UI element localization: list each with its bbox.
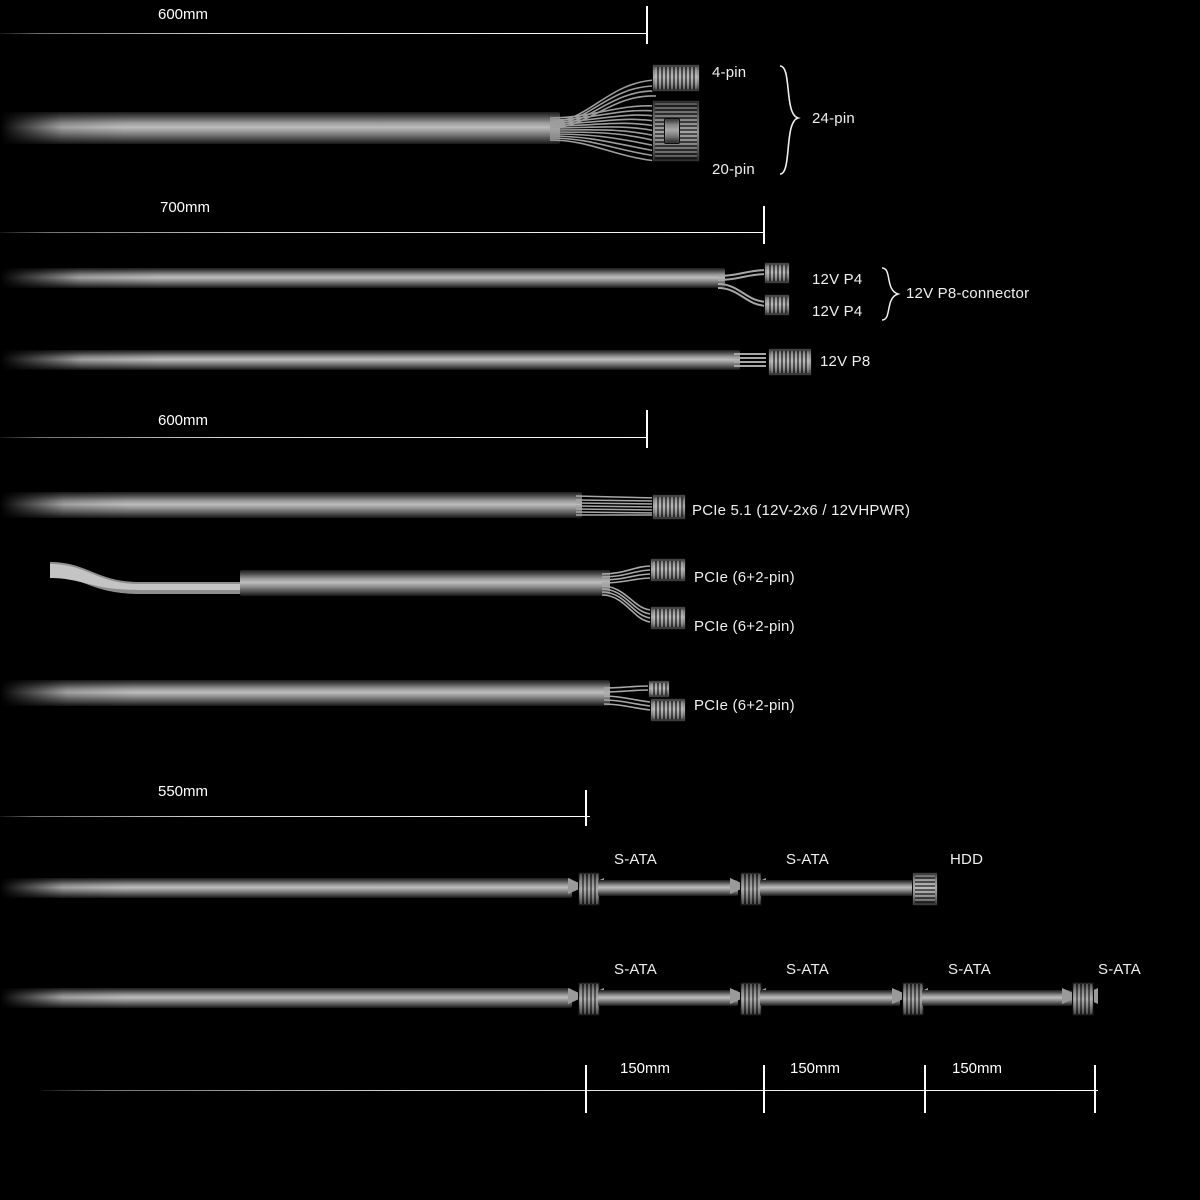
connector-sata-4 [740,982,762,1016]
dimension-label-600mm-pcie: 600mm [158,412,209,429]
dimension-label-700mm: 700mm [160,199,211,216]
cable-pcie-dual-bend [48,552,248,596]
label-sata-5: S-ATA [948,961,991,978]
cable-peripheral-seg4 [760,990,900,1006]
connector-pcie-6plus2-b [650,606,686,630]
cpu-p8-wires [732,348,772,374]
label-pcie-6plus2-a: PCIe (6+2-pin) [694,569,795,586]
dimension-tick [1094,1065,1096,1113]
dimension-line-700mm [0,232,765,233]
connector-4pin [652,64,700,92]
dimension-label-150mm-1: 150mm [620,1060,671,1077]
dimension-label-150mm-3: 150mm [952,1060,1003,1077]
dimension-line-600mm-pcie [0,437,648,438]
dimension-label-150mm-2: 150mm [790,1060,841,1077]
connector-pcie-6plus2-c [650,698,686,722]
connector-pcie-6plus2-c-small [648,680,670,698]
cable-motherboard [0,112,560,144]
label-4pin: 4-pin [712,64,747,81]
dimension-tick [646,410,648,448]
label-sata-6: S-ATA [1098,961,1141,978]
dimension-tick [646,6,648,44]
label-sata-3: S-ATA [614,961,657,978]
dimension-line-600mm-top [0,33,648,34]
connector-sata-3 [578,982,600,1016]
label-12v-p4-lower: 12V P4 [812,303,863,320]
label-12v-p8: 12V P8 [820,353,871,370]
label-12v-p8-connector: 12V P8-connector [906,285,1030,302]
label-pcie-6plus2-b: PCIe (6+2-pin) [694,618,795,635]
label-20pin: 20-pin [712,161,755,178]
connector-12v-p4-upper [764,262,790,284]
cable-pcie-dual [240,570,610,596]
label-sata-4: S-ATA [786,961,829,978]
cable-cpu-p8-split [0,268,725,288]
brace-12v-p8-connector [880,266,904,324]
connector-12v-p4-lower [764,294,790,316]
pcie51-wires [574,492,664,520]
cable-peripheral-seg3 [598,990,738,1006]
connector-sata-2 [740,872,762,906]
cable-cpu-p8 [0,350,740,370]
brace-24pin [778,64,804,176]
dimension-tick [763,206,765,244]
label-12v-p4-upper: 12V P4 [812,271,863,288]
cable-peripheral-seg2 [760,880,914,896]
connector-20pin-latch [664,118,680,144]
label-sata-1: S-ATA [614,851,657,868]
label-hdd: HDD [950,851,984,868]
cable-peripheral-seg5 [922,990,1072,1006]
dimension-tick [585,1065,587,1113]
label-pcie-6plus2-c: PCIe (6+2-pin) [694,697,795,714]
dimension-label-600mm-top: 600mm [158,6,209,23]
connector-sata-5 [902,982,924,1016]
dimension-tick [924,1065,926,1113]
dimension-tick [763,1065,765,1113]
label-sata-2: S-ATA [786,851,829,868]
dimension-line-spacings [42,1090,1098,1091]
label-24pin: 24-pin [812,110,855,127]
dimension-tick [585,790,587,826]
cable-pcie-single [0,680,610,706]
dimension-line-550mm [0,816,590,817]
connector-pcie-12vhpwr [652,494,686,520]
cable-pcie-51 [0,492,582,518]
dimension-label-550mm: 550mm [158,783,209,800]
cable-peripheral-row2 [0,988,572,1008]
connector-sata-1 [578,872,600,906]
connector-hdd-molex [912,872,938,906]
connector-12v-p8 [768,348,812,376]
cable-peripheral-seg1 [598,880,738,896]
cable-peripheral-row1 [0,878,572,898]
connector-sata-6 [1072,982,1094,1016]
connector-pcie-6plus2-a [650,558,686,582]
label-pcie-51: PCIe 5.1 (12V-2x6 / 12VHPWR) [692,502,911,519]
